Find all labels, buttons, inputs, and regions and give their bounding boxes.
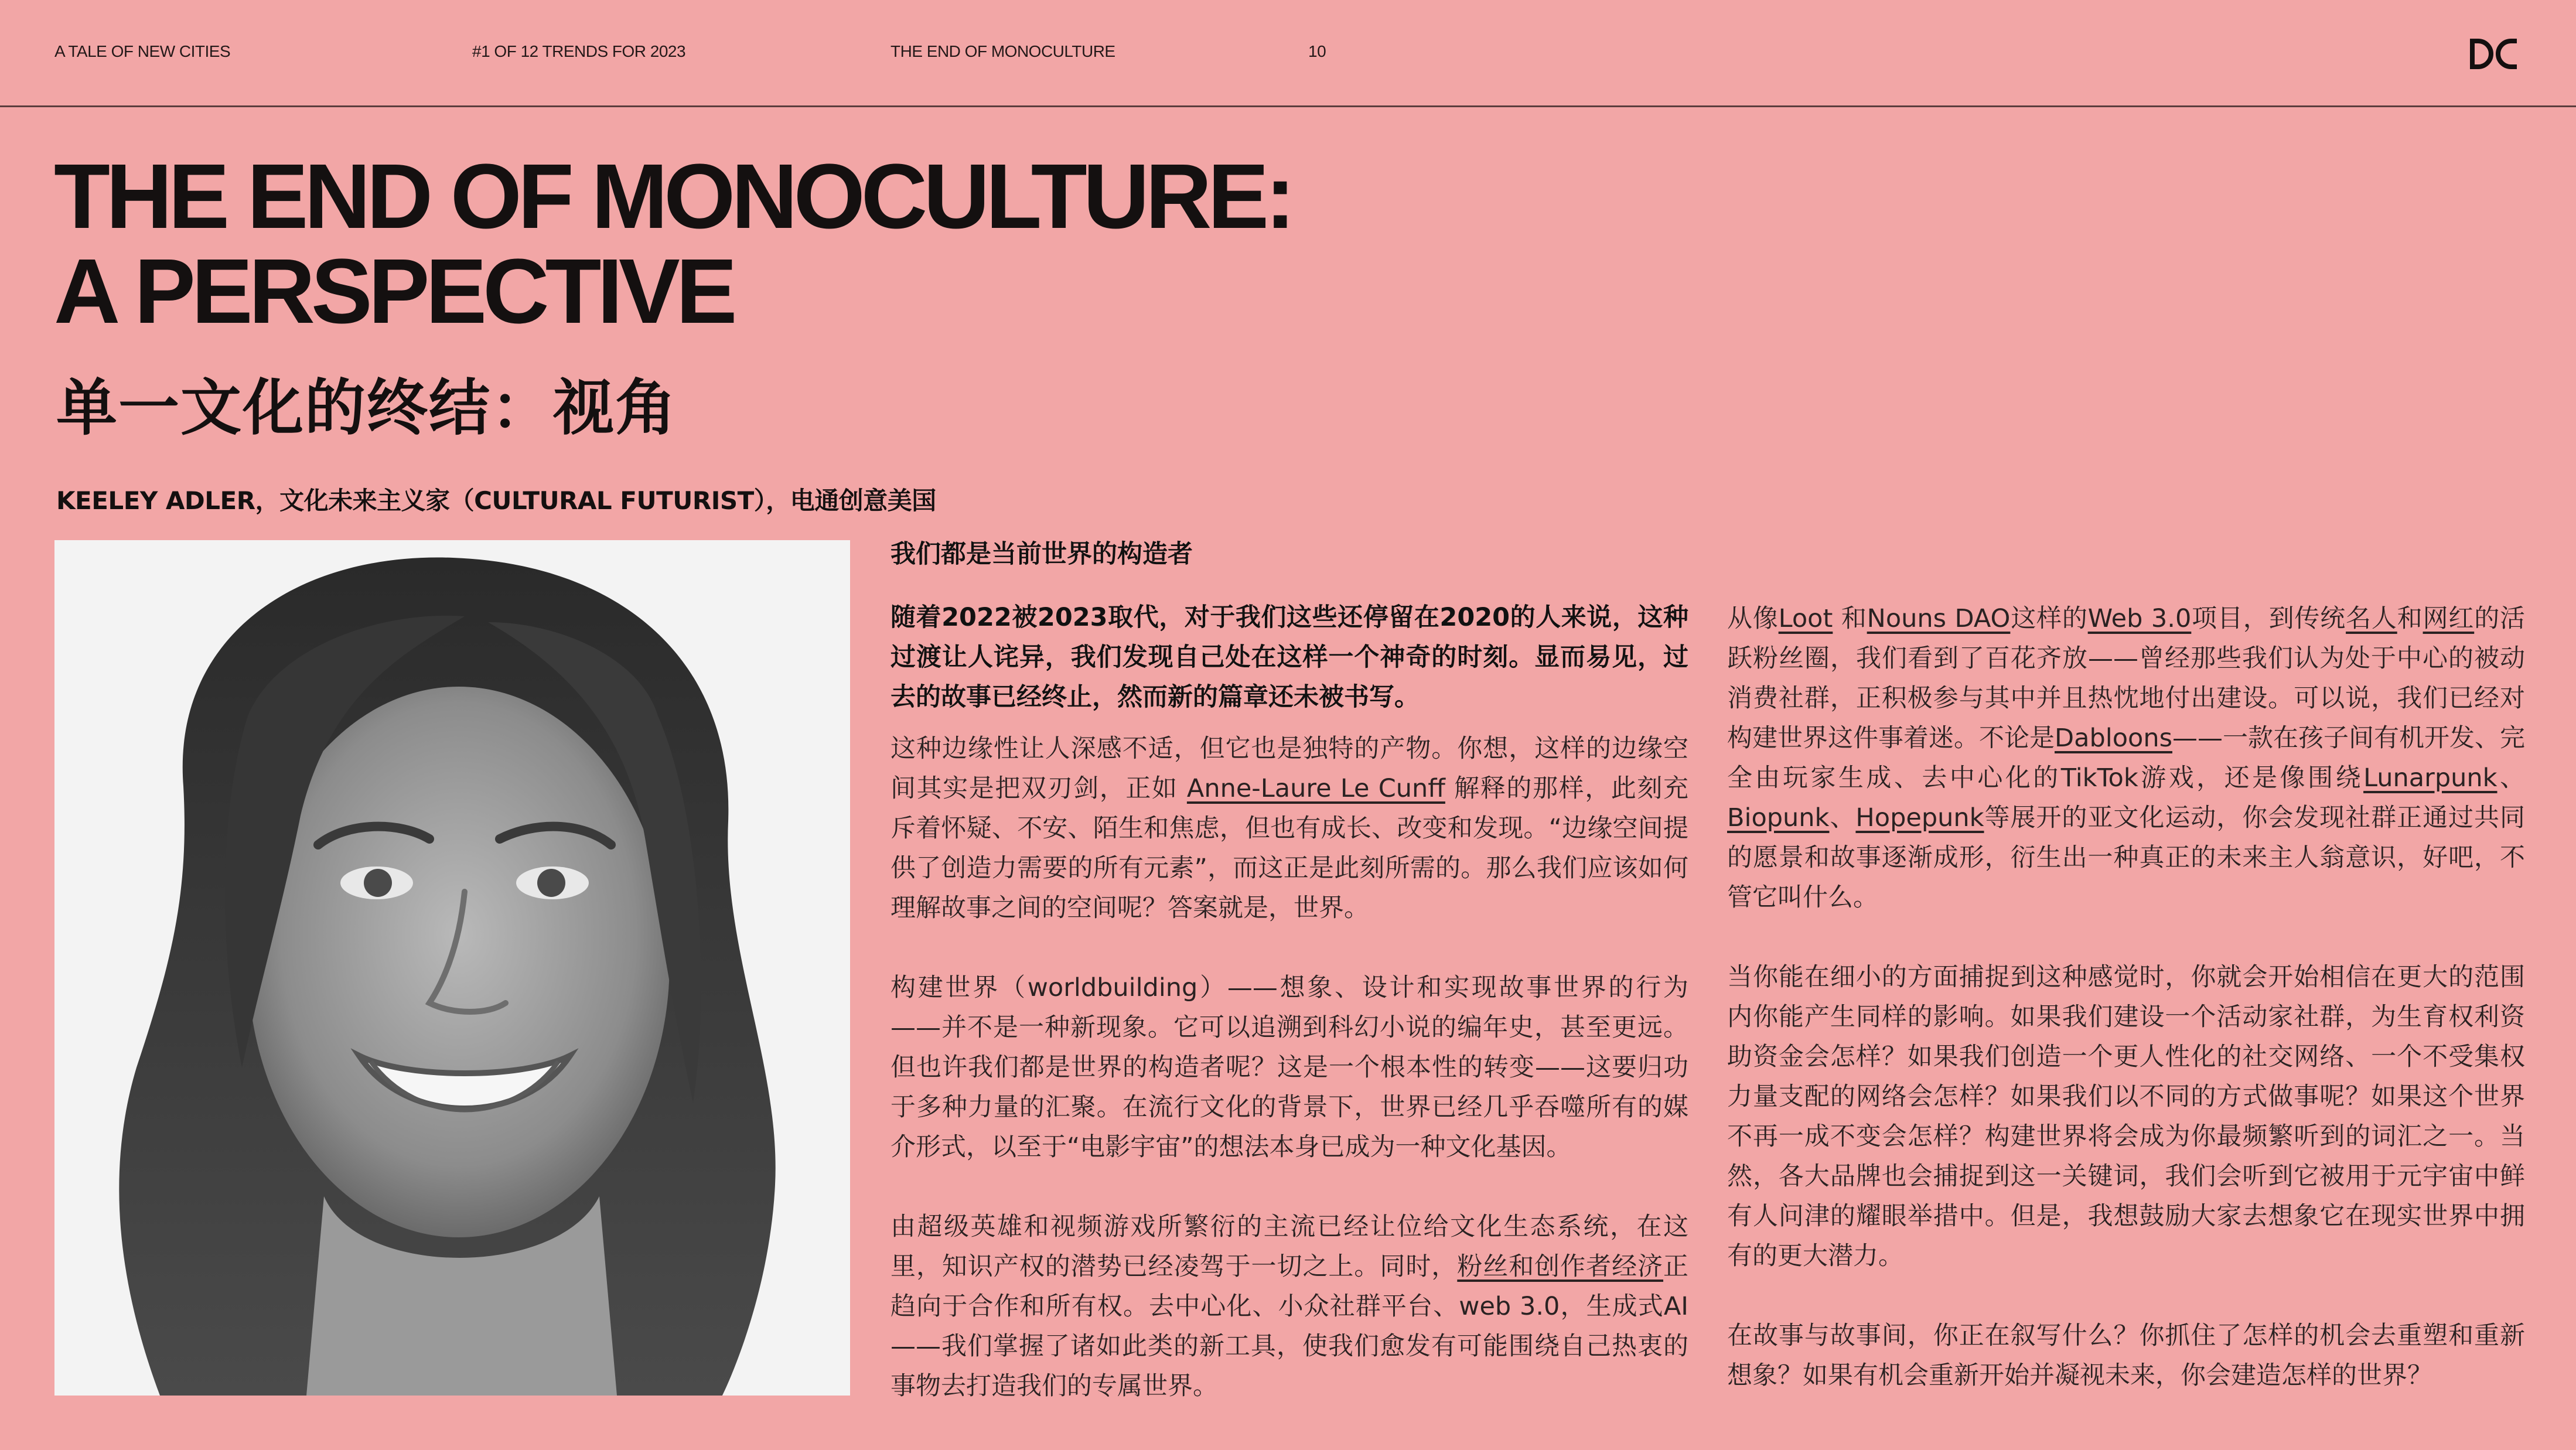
dabloons-link[interactable]: Dabloons — [2055, 724, 2172, 753]
biopunk-link[interactable]: Biopunk — [1727, 803, 1830, 833]
paragraph: 这种边缘性让人深感不适，但它也是独特的产物。你想，这样的边缘空间其实是把双刃剑，正如 Anne-Laure Le Cunff 解释的那样，此刻充斥着怀疑、不安、陌生和焦虑，但也有成长、改变和发现。“边缘空间提供了创造力需要的所有元素”，而这正是此刻所需的。那么我们应该如何理解故事之间的空间呢？答案就是，世界。 — [890, 734, 1688, 923]
title-line-1: THE END OF MONOCULTURE: — [54, 145, 1292, 248]
paragraph: 由超级英雄和视频游戏所繁衍的主流已经让位给文化生态系统，在这里，知识产权的潜势已经凌驾于一切之上。同时，粉丝和创作者经济正趋向于合作和所有权。去中心化、小众社群平台、web 3.0，生成式AI——我们掌握了诸如此类的新工具，使我们愈发有可能围绕自己热衷的事物去打造我们的专属世界。 — [890, 1212, 1689, 1401]
page-title — [54, 145, 1292, 343]
chinese-title: 单一文化的终结：视角 — [56, 372, 678, 443]
page-number: 10 — [1308, 42, 1326, 60]
paragraph: 当你能在细小的方面捕捉到这种感觉时，你就会开始相信在更大的范围内你能产生同样的影响。如果我们建设一个活动家社群，为生育权利资助资金会怎样？如果我们创造一个更人性化的社交网络、一个不受集权力量支配的网络会怎样？如果我们以不同的方式做事呢？如果这个世界不再一成不变会怎样？构建世界将会成为你最频繁听到的词汇之一。当然，各大品牌也会捕捉到这一关键词，我们会听到它被用于元宇宙中鲜有人问津的耀眼举措中。但是，我想鼓励大家去想象它在现实世界中拥有的更大潜力。 — [1727, 963, 2525, 1271]
anne-laure-link[interactable]: Anne-Laure Le Cunff — [1186, 774, 1445, 803]
author-byline: KEELEY ADLER，文化未来主义家（CULTURAL FUTURIST），电通创意美国 — [56, 486, 936, 515]
web3-link[interactable]: Web 3.0 — [2087, 604, 2192, 633]
loot-link[interactable]: Loot — [1778, 604, 1833, 633]
influencer-link[interactable]: 网红 — [2423, 604, 2475, 633]
dc-logo-icon — [2470, 39, 2519, 69]
section-label: THE END OF MONOCULTURE — [890, 42, 1115, 60]
nouns-dao-link[interactable]: Nouns DAO — [1867, 604, 2011, 633]
paragraph: 构建世界（worldbuilding）——想象、设计和实现故事世界的行为——并不是一种新现象。它可以追溯到科幻小说的编年史，甚至更远。但也许我们都是世界的构造者呢？这是一个根本性的转变——这要归功于多种力量的汇聚。在流行文化的背景下，世界已经几乎吞噬所有的媒介形式，以至于“电影宇宙”的想法本身已成为一种文化基因。 — [890, 973, 1688, 1162]
celebrity-link[interactable]: 名人 — [2346, 604, 2397, 633]
intro-paragraph: 随着2022被2023取代，对于我们这些还停留在2020的人来说，这种过渡让人诧异，我们发现自己处在这样一个神奇的时刻。显而易见，过去的故事已经终止，然而新的篇章还未被书写。 — [890, 603, 1688, 712]
lunarpunk-link[interactable]: Lunarpunk — [2363, 763, 2497, 793]
trend-label: #1 OF 12 TRENDS FOR 2023 — [472, 42, 686, 60]
article-column-2 — [1727, 599, 2525, 1435]
section-heading: 我们都是当前世界的构造者 — [890, 540, 1193, 569]
top-bar — [0, 0, 2576, 107]
series-label: A TALE OF NEW CITIES — [54, 42, 231, 60]
paragraph: 在故事与故事间，你正在叙写什么？你抓住了怎样的机会去重塑和重新想象？如果有机会重新开始并凝视未来，你会建造怎样的世界？ — [1727, 1321, 2525, 1390]
paragraph: 从像Loot 和Nouns DAO这样的Web 3.0项目，到传统名人和网红的活跃粉丝圈，我们看到了百花齐放——曾经那些我们认为处于中心的被动消费社群，正积极参与其中并且热忱地付出建设。可以说，我们已经对构建世界这件事着迷。不论是Dabloons——一款在孩子间有机开发、完全由玩家生成、去中心化的TikTok游戏，还是像围绕Lunarpunk、Biopunk、Hopepunk等展开的亚文化运动，你会发现社群正通过共同的愿景和故事逐渐成形，衍生出一种真正的未来主人翁意识，好吧，不管它叫什么。 — [1727, 604, 2526, 912]
hopepunk-link[interactable]: Hopepunk — [1855, 803, 1984, 833]
fan-creator-economy-link[interactable]: 粉丝和创作者经济 — [1457, 1252, 1664, 1281]
author-portrait — [54, 540, 850, 1396]
article-column-1 — [890, 534, 1688, 1446]
title-line-2: A PERSPECTIVE — [54, 240, 733, 343]
